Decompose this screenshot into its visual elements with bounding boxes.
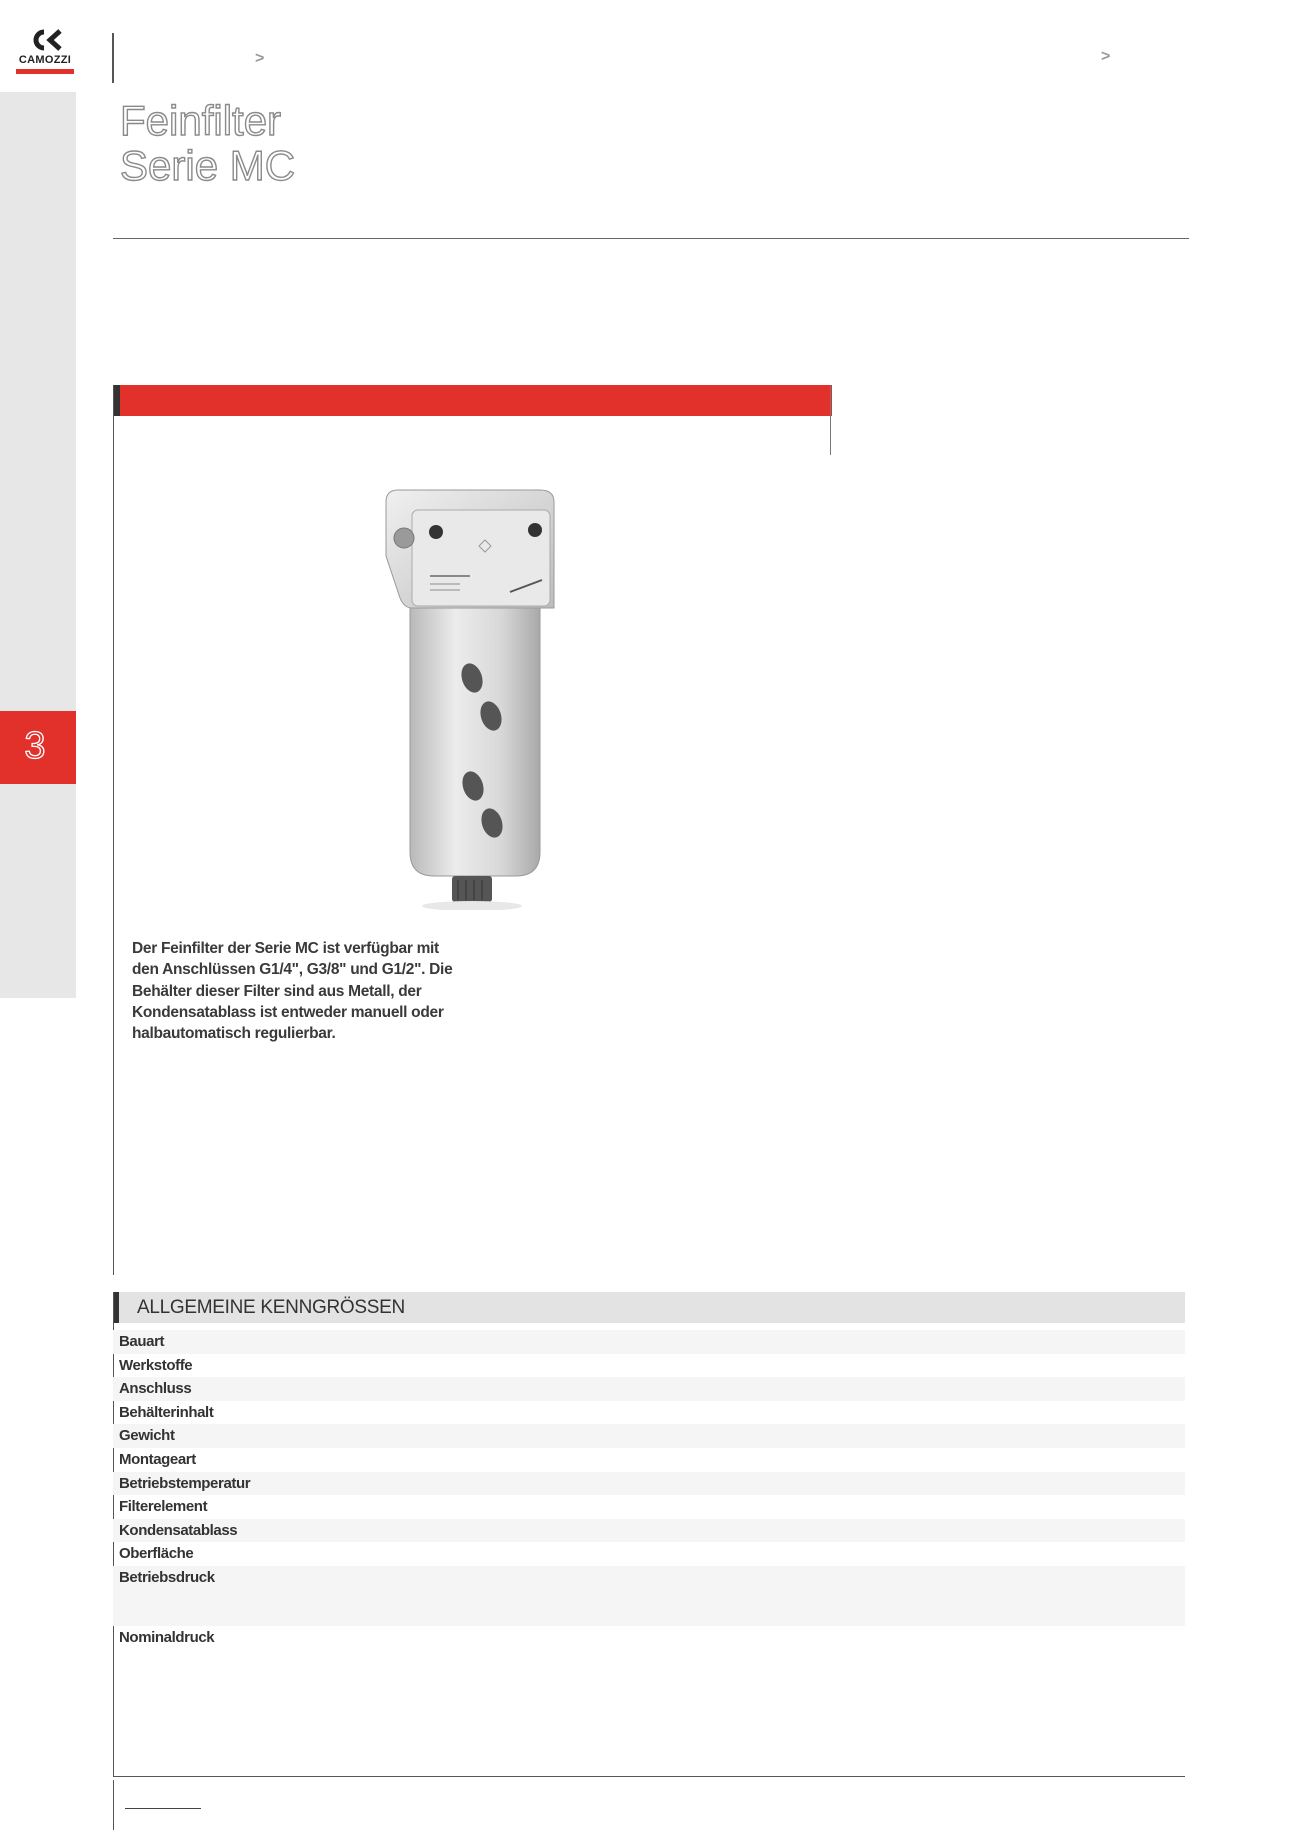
spec-label: Filterelement xyxy=(119,1498,208,1516)
spec-label: Bauart xyxy=(119,1333,165,1350)
product-description: Der Feinfilter der Serie MC ist verfügbar mit den Anschlüssen G1/4", G3/8" und G1/2". Die Behälter dieser Filter sind aus Metall, der Kondensatablass ist entweder manuell oder halbautomatisch regulierbar. xyxy=(132,940,453,1043)
spec-label: Kondensatablass xyxy=(119,1521,238,1539)
logo-wordmark: CAMOZZI xyxy=(18,54,72,66)
spec-label: Betriebsdruck xyxy=(119,1569,215,1586)
spec-row-nominaldruck xyxy=(113,1626,1185,1650)
chapter-number: 3 xyxy=(24,725,46,767)
section-frame-left xyxy=(113,385,114,1275)
spec-row-filterelement xyxy=(113,1495,1185,1519)
section-frame-right xyxy=(830,385,831,455)
chapter-tab[interactable] xyxy=(0,711,76,784)
footer-short-rule xyxy=(125,1808,201,1809)
page-title-line1: Feinfilter xyxy=(120,97,282,144)
spec-row-bauart xyxy=(113,1330,1185,1354)
specs-heading-bar xyxy=(113,1292,1185,1323)
spec-row-oberflaeche xyxy=(113,1542,1185,1566)
logo-accent-bar xyxy=(16,69,74,74)
spec-row-behaelterinhalt xyxy=(113,1401,1185,1425)
spec-row-gewicht xyxy=(113,1424,1185,1448)
spec-row-werkstoffe xyxy=(113,1354,1185,1378)
spec-label: Behälterinhalt xyxy=(119,1403,214,1421)
spec-row-betriebstemperatur xyxy=(113,1472,1185,1496)
filter-product-image xyxy=(370,480,570,910)
spec-label: Anschluss xyxy=(119,1380,192,1398)
spec-label: Montageart xyxy=(119,1451,196,1468)
spec-row-betriebsdruck xyxy=(113,1566,1185,1626)
sidebar xyxy=(0,92,76,998)
spec-label: Gewicht xyxy=(119,1427,175,1445)
page-title-line2: Serie MC xyxy=(120,142,296,189)
footer-divider xyxy=(113,1776,1185,1777)
camozzi-logo xyxy=(14,28,76,76)
footer-vertical-divider xyxy=(113,1780,114,1830)
spec-row-anschluss xyxy=(113,1377,1185,1401)
specs-heading: ALLGEMEINE KENNGRÖSSEN xyxy=(137,1297,405,1318)
header-divider xyxy=(112,33,114,83)
section-band-cap xyxy=(113,385,120,416)
spec-label: Betriebstemperatur xyxy=(119,1474,251,1492)
spec-label: Oberfläche xyxy=(119,1545,194,1563)
page-title xyxy=(120,98,295,188)
spec-label: Nominaldruck xyxy=(119,1629,215,1646)
breadcrumb-separator-1: > xyxy=(255,50,265,67)
spec-row-kondensatablass xyxy=(113,1519,1185,1543)
title-divider xyxy=(113,238,1189,239)
spec-row-montageart xyxy=(113,1448,1185,1472)
camozzi-logo-mark-icon xyxy=(32,28,62,54)
section-red-band xyxy=(113,385,832,416)
spec-label: Werkstoffe xyxy=(119,1356,193,1374)
breadcrumb-separator-2: > xyxy=(1101,48,1111,65)
